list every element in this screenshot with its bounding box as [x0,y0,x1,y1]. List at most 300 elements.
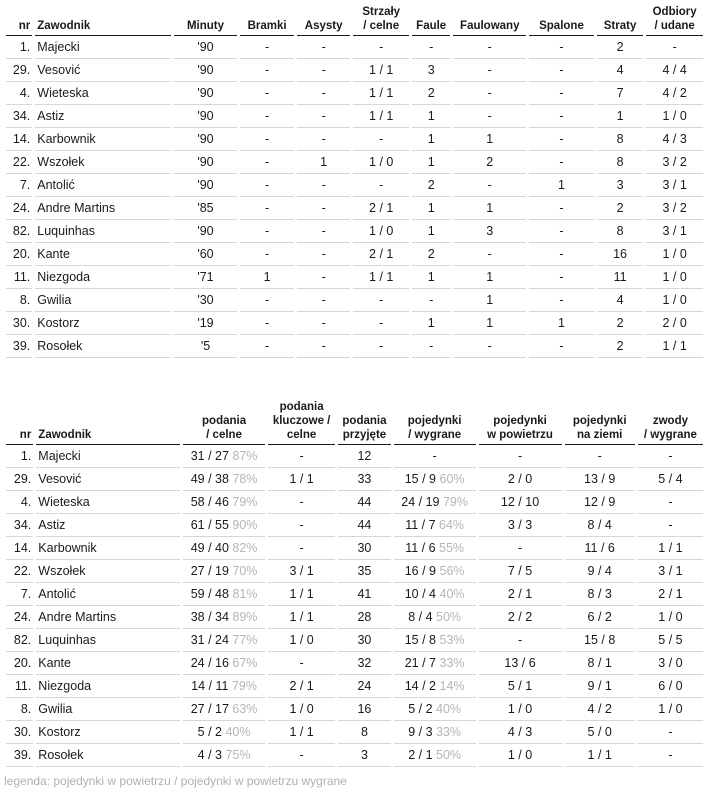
cell-nr: 82. [6,220,32,243]
cell-passes [183,721,265,744]
cell-fouled: - [453,36,526,59]
cell-tackles: 1 / 1 [646,335,703,358]
cell-assists: - [297,105,351,128]
cell-goals: - [240,197,294,220]
cell-minutes: '71 [174,266,238,289]
cell-nr: 14. [6,128,32,151]
duels-percent: 50% [436,610,462,624]
header-pojedynki-ziemi: pojedynki na ziemi [565,400,635,445]
cell-minutes: '90 [174,82,238,105]
cell-tackles: 2 / 0 [646,312,703,335]
cell-aerial-duels: 1 / 0 [479,698,562,721]
header-nr: nr [6,0,32,36]
cell-aerial-duels: 1 / 0 [479,744,562,767]
cell-dribbles: 5 / 4 [638,468,703,491]
cell-ground-duels: 8 / 4 [565,514,635,537]
cell-fouls: - [412,289,450,312]
cell-offsides: - [529,36,594,59]
header-faule: Faule [412,0,450,36]
cell-losses: 3 [597,174,643,197]
cell-player-name: Vesović [35,59,170,82]
table-row [6,468,703,491]
cell-fouls: 1 [412,151,450,174]
duels-value: 24 / 19 [401,495,440,509]
cell-fouled: - [453,105,526,128]
cell-goals: - [240,36,294,59]
duels-value: 11 / 7 [405,518,436,532]
cell-ground-duels: 5 / 0 [565,721,635,744]
cell-player-name: Kante [36,652,180,675]
cell-aerial-duels: - [479,629,562,652]
cell-duels [394,583,476,606]
cell-offsides: - [529,266,594,289]
passes-percent: 82% [232,541,258,555]
cell-assists: - [297,82,351,105]
cell-ground-duels: 6 / 2 [565,606,635,629]
duels-percent: 50% [436,748,462,762]
cell-shots: - [353,128,409,151]
cell-minutes: '90 [174,59,238,82]
passes-percent: 63% [232,702,258,716]
cell-dribbles: - [638,514,703,537]
cell-key-passes: - [268,744,335,767]
duels-value: 5 / 2 [408,702,433,716]
header-podania-przyjete: podania przyjęte [338,400,390,445]
cell-offsides: - [529,151,594,174]
cell-shots: 1 / 1 [353,59,409,82]
table-row [6,151,703,174]
duels-value: 21 / 7 [404,656,437,670]
cell-aerial-duels: 7 / 5 [479,560,562,583]
table-row [6,583,703,606]
table-row [6,445,703,468]
cell-player-name: Kostorz [36,721,180,744]
cell-player-name: Rosołek [36,744,180,767]
cell-aerial-duels: 3 / 3 [479,514,562,537]
cell-player-name: Wszołek [36,560,180,583]
cell-received: 33 [338,468,390,491]
cell-nr: 29. [6,468,33,491]
cell-nr: 30. [6,312,32,335]
duels-percent: 53% [439,633,465,647]
cell-key-passes: 1 / 1 [268,721,335,744]
cell-passes [183,583,265,606]
cell-ground-duels: 11 / 6 [565,537,635,560]
cell-received: 12 [338,445,390,468]
table-row [6,36,703,59]
cell-tackles: 4 / 3 [646,128,703,151]
cell-fouls: 2 [412,243,450,266]
table-row [6,537,703,560]
duels-percent: 56% [439,564,465,578]
cell-received: 24 [338,675,390,698]
cell-goals: - [240,105,294,128]
cell-player-name: Antolić [35,174,170,197]
duels-value: 16 / 9 [404,564,437,578]
cell-offsides: - [529,335,594,358]
cell-nr: 34. [6,514,33,537]
cell-nr: 29. [6,59,32,82]
header-spalone: Spalone [529,0,594,36]
cell-offsides: - [529,105,594,128]
cell-ground-duels: 1 / 1 [565,744,635,767]
header-faulowany: Faulowany [453,0,526,36]
cell-aerial-duels: 2 / 2 [479,606,562,629]
table-row [6,128,703,151]
passes-value: 14 / 11 [191,679,229,693]
duels-percent: 60% [439,472,465,486]
cell-offsides: - [529,82,594,105]
cell-received: 30 [338,629,390,652]
cell-nr: 14. [6,537,33,560]
duels-value: - [432,449,437,463]
cell-nr: 39. [6,335,32,358]
cell-received: 41 [338,583,390,606]
cell-ground-duels: 15 / 8 [565,629,635,652]
cell-key-passes: 3 / 1 [268,560,335,583]
cell-duels [394,744,476,767]
header-podania-kluczowe: podania kluczowe / celne [268,400,335,445]
cell-passes [183,652,265,675]
cell-offsides: - [529,220,594,243]
cell-assists: - [297,36,351,59]
passes-percent: 79% [231,679,257,693]
table-row [6,59,703,82]
cell-fouls: - [412,36,450,59]
cell-losses: 4 [597,59,643,82]
cell-player-name: Wieteska [35,82,170,105]
cell-nr: 34. [6,105,32,128]
cell-fouled: - [453,59,526,82]
cell-minutes: '90 [174,128,238,151]
duels-value: 14 / 2 [404,679,437,693]
cell-shots: 1 / 0 [353,151,409,174]
legend-note: legenda: pojedynki w powietrzu / pojedynki w powietrzu wygrane [4,774,347,788]
header-podania: podania / celne [183,400,265,445]
passes-percent: 77% [232,633,258,647]
cell-minutes: '90 [174,220,238,243]
cell-tackles: 3 / 2 [646,197,703,220]
header-odbiory: Odbiory / udane [646,0,703,36]
cell-fouled: - [453,82,526,105]
duels-percent: 79% [442,495,468,509]
cell-nr: 7. [6,583,33,606]
cell-dribbles: 1 / 1 [638,537,703,560]
header-pojedynki: pojedynki / wygrane [394,400,476,445]
cell-player-name: Vesović [36,468,180,491]
cell-shots: 2 / 1 [353,197,409,220]
cell-key-passes: 1 / 1 [268,606,335,629]
table-row [6,560,703,583]
header-zwody: zwody / wygrane [638,400,703,445]
cell-nr: 30. [6,721,33,744]
cell-dribbles: 6 / 0 [638,675,703,698]
cell-player-name: Majecki [35,36,170,59]
table-row [6,335,703,358]
cell-dribbles: 1 / 0 [638,606,703,629]
cell-ground-duels: - [565,445,635,468]
cell-nr: 4. [6,82,32,105]
cell-offsides: 1 [529,174,594,197]
cell-duels [394,721,476,744]
duels-value: 2 / 1 [408,748,433,762]
cell-shots: 1 / 0 [353,220,409,243]
cell-passes [183,629,265,652]
cell-tackles: 4 / 2 [646,82,703,105]
cell-fouls: 1 [412,105,450,128]
cell-key-passes: 1 / 0 [268,629,335,652]
cell-fouled: - [453,335,526,358]
table-row [6,197,703,220]
cell-fouled: - [453,243,526,266]
cell-nr: 39. [6,744,33,767]
passes-value: 4 / 3 [197,748,222,762]
cell-tackles: 4 / 4 [646,59,703,82]
cell-received: 44 [338,491,390,514]
table-row [6,698,703,721]
table-row [6,491,703,514]
cell-player-name: Karbownik [35,128,170,151]
cell-passes [183,491,265,514]
cell-ground-duels: 9 / 4 [565,560,635,583]
passes-percent: 81% [232,587,258,601]
cell-duels [394,537,476,560]
cell-ground-duels: 12 / 9 [565,491,635,514]
cell-losses: 1 [597,105,643,128]
cell-ground-duels: 8 / 1 [565,652,635,675]
cell-dribbles: 2 / 1 [638,583,703,606]
cell-aerial-duels: - [479,537,562,560]
cell-shots: 1 / 1 [353,82,409,105]
cell-passes [183,560,265,583]
cell-nr: 8. [6,698,33,721]
table-row [6,652,703,675]
passes-value: 24 / 16 [190,656,229,670]
cell-goals: - [240,243,294,266]
table-row [6,243,703,266]
cell-assists: - [297,243,351,266]
cell-player-name: Luquinhas [35,220,170,243]
cell-offsides: - [529,59,594,82]
cell-losses: 16 [597,243,643,266]
table-row [6,514,703,537]
cell-shots: 1 / 1 [353,266,409,289]
cell-fouls: 1 [412,312,450,335]
cell-goals: 1 [240,266,294,289]
duels-value: 10 / 4 [404,587,437,601]
cell-player-name: Niezgoda [36,675,180,698]
cell-duels [394,698,476,721]
cell-fouled: - [453,174,526,197]
cell-aerial-duels: 12 / 10 [479,491,562,514]
table-row [6,312,703,335]
cell-fouls: 2 [412,174,450,197]
header-zawodnik: Zawodnik [36,400,180,445]
cell-minutes: '90 [174,151,238,174]
cell-assists: 1 [297,151,351,174]
cell-fouls: 1 [412,220,450,243]
cell-nr: 8. [6,289,32,312]
cell-passes [183,698,265,721]
cell-shots: 1 / 1 [353,105,409,128]
cell-passes [183,537,265,560]
cell-duels [394,606,476,629]
cell-player-name: Gwilia [35,289,170,312]
table-row [6,266,703,289]
duels-percent: 14% [439,679,465,693]
cell-duels [394,468,476,491]
cell-key-passes: - [268,652,335,675]
cell-assists: - [297,174,351,197]
cell-losses: 2 [597,36,643,59]
passes-percent: 75% [225,748,251,762]
player-stats-table [3,0,706,358]
cell-losses: 8 [597,151,643,174]
cell-shots: - [353,36,409,59]
cell-dribbles: - [638,491,703,514]
cell-player-name: Wieteska [36,491,180,514]
cell-passes [183,675,265,698]
passes-percent: 89% [232,610,258,624]
cell-tackles: 1 / 0 [646,243,703,266]
cell-minutes: '5 [174,335,238,358]
table-row [6,675,703,698]
cell-ground-duels: 13 / 9 [565,468,635,491]
cell-assists: - [297,289,351,312]
cell-fouled: 1 [453,289,526,312]
cell-key-passes: - [268,537,335,560]
header-asysty: Asysty [297,0,351,36]
passes-value: 61 / 55 [190,518,229,532]
passes-percent: 40% [225,725,251,739]
passes-percent: 87% [232,449,258,463]
header-minuty: Minuty [174,0,238,36]
cell-player-name: Astiz [35,105,170,128]
cell-minutes: '90 [174,105,238,128]
cell-goals: - [240,335,294,358]
duels-value: 8 / 4 [408,610,433,624]
cell-key-passes: 1 / 1 [268,468,335,491]
cell-dribbles: - [638,744,703,767]
cell-received: 32 [338,652,390,675]
cell-key-passes: 2 / 1 [268,675,335,698]
cell-tackles: 1 / 0 [646,289,703,312]
table-header-row [6,400,703,445]
cell-nr: 20. [6,243,32,266]
table-header-row [6,0,703,36]
passes-percent: 78% [232,472,258,486]
cell-tackles: - [646,36,703,59]
cell-fouls: 2 [412,82,450,105]
cell-duels [394,675,476,698]
cell-offsides: - [529,197,594,220]
table-row [6,220,703,243]
cell-goals: - [240,312,294,335]
cell-nr: 1. [6,36,32,59]
cell-tackles: 1 / 0 [646,266,703,289]
table-row [6,606,703,629]
cell-aerial-duels: 2 / 1 [479,583,562,606]
cell-received: 28 [338,606,390,629]
cell-player-name: Niezgoda [35,266,170,289]
duels-percent: 33% [436,725,462,739]
cell-nr: 82. [6,629,33,652]
cell-assists: - [297,220,351,243]
cell-player-name: Astiz [36,514,180,537]
cell-player-name: Karbownik [36,537,180,560]
cell-received: 3 [338,744,390,767]
cell-shots: 2 / 1 [353,243,409,266]
passes-value: 38 / 34 [190,610,229,624]
cell-passes [183,606,265,629]
cell-losses: 2 [597,197,643,220]
cell-duels [394,514,476,537]
cell-dribbles: 3 / 0 [638,652,703,675]
cell-nr: 7. [6,174,32,197]
cell-assists: - [297,128,351,151]
duels-value: 15 / 8 [404,633,437,647]
cell-fouls: 1 [412,128,450,151]
cell-dribbles: 1 / 0 [638,698,703,721]
cell-shots: - [353,335,409,358]
cell-dribbles: - [638,721,703,744]
cell-shots: - [353,289,409,312]
cell-passes [183,445,265,468]
cell-passes [183,514,265,537]
cell-goals: - [240,151,294,174]
cell-key-passes: - [268,445,335,468]
passes-percent: 70% [232,564,258,578]
cell-duels [394,491,476,514]
cell-fouled: 1 [453,266,526,289]
cell-minutes: '90 [174,174,238,197]
cell-shots: - [353,174,409,197]
duels-percent: 40% [439,587,465,601]
cell-tackles: 3 / 1 [646,174,703,197]
cell-losses: 8 [597,128,643,151]
duels-value: 9 / 3 [408,725,433,739]
cell-minutes: '85 [174,197,238,220]
cell-nr: 11. [6,675,33,698]
cell-passes [183,744,265,767]
cell-player-name: Majecki [36,445,180,468]
cell-received: 8 [338,721,390,744]
cell-nr: 22. [6,560,33,583]
cell-tackles: 3 / 1 [646,220,703,243]
header-nr: nr [6,400,33,445]
cell-goals: - [240,289,294,312]
cell-fouls: 3 [412,59,450,82]
duels-value: 11 / 6 [405,541,436,555]
header-pojedynki-powietrzu: pojedynki w powietrzu [479,400,562,445]
passes-percent: 79% [232,495,258,509]
cell-dribbles: 5 / 5 [638,629,703,652]
duels-percent: 40% [436,702,462,716]
cell-fouled: 3 [453,220,526,243]
duels-percent: 33% [439,656,465,670]
cell-assists: - [297,266,351,289]
player-passing-duels-table [3,400,706,767]
cell-losses: 7 [597,82,643,105]
cell-ground-duels: 4 / 2 [565,698,635,721]
table-row [6,105,703,128]
cell-nr: 24. [6,606,33,629]
table-row [6,174,703,197]
cell-key-passes: 1 / 0 [268,698,335,721]
cell-duels [394,629,476,652]
cell-nr: 1. [6,445,33,468]
cell-received: 16 [338,698,390,721]
